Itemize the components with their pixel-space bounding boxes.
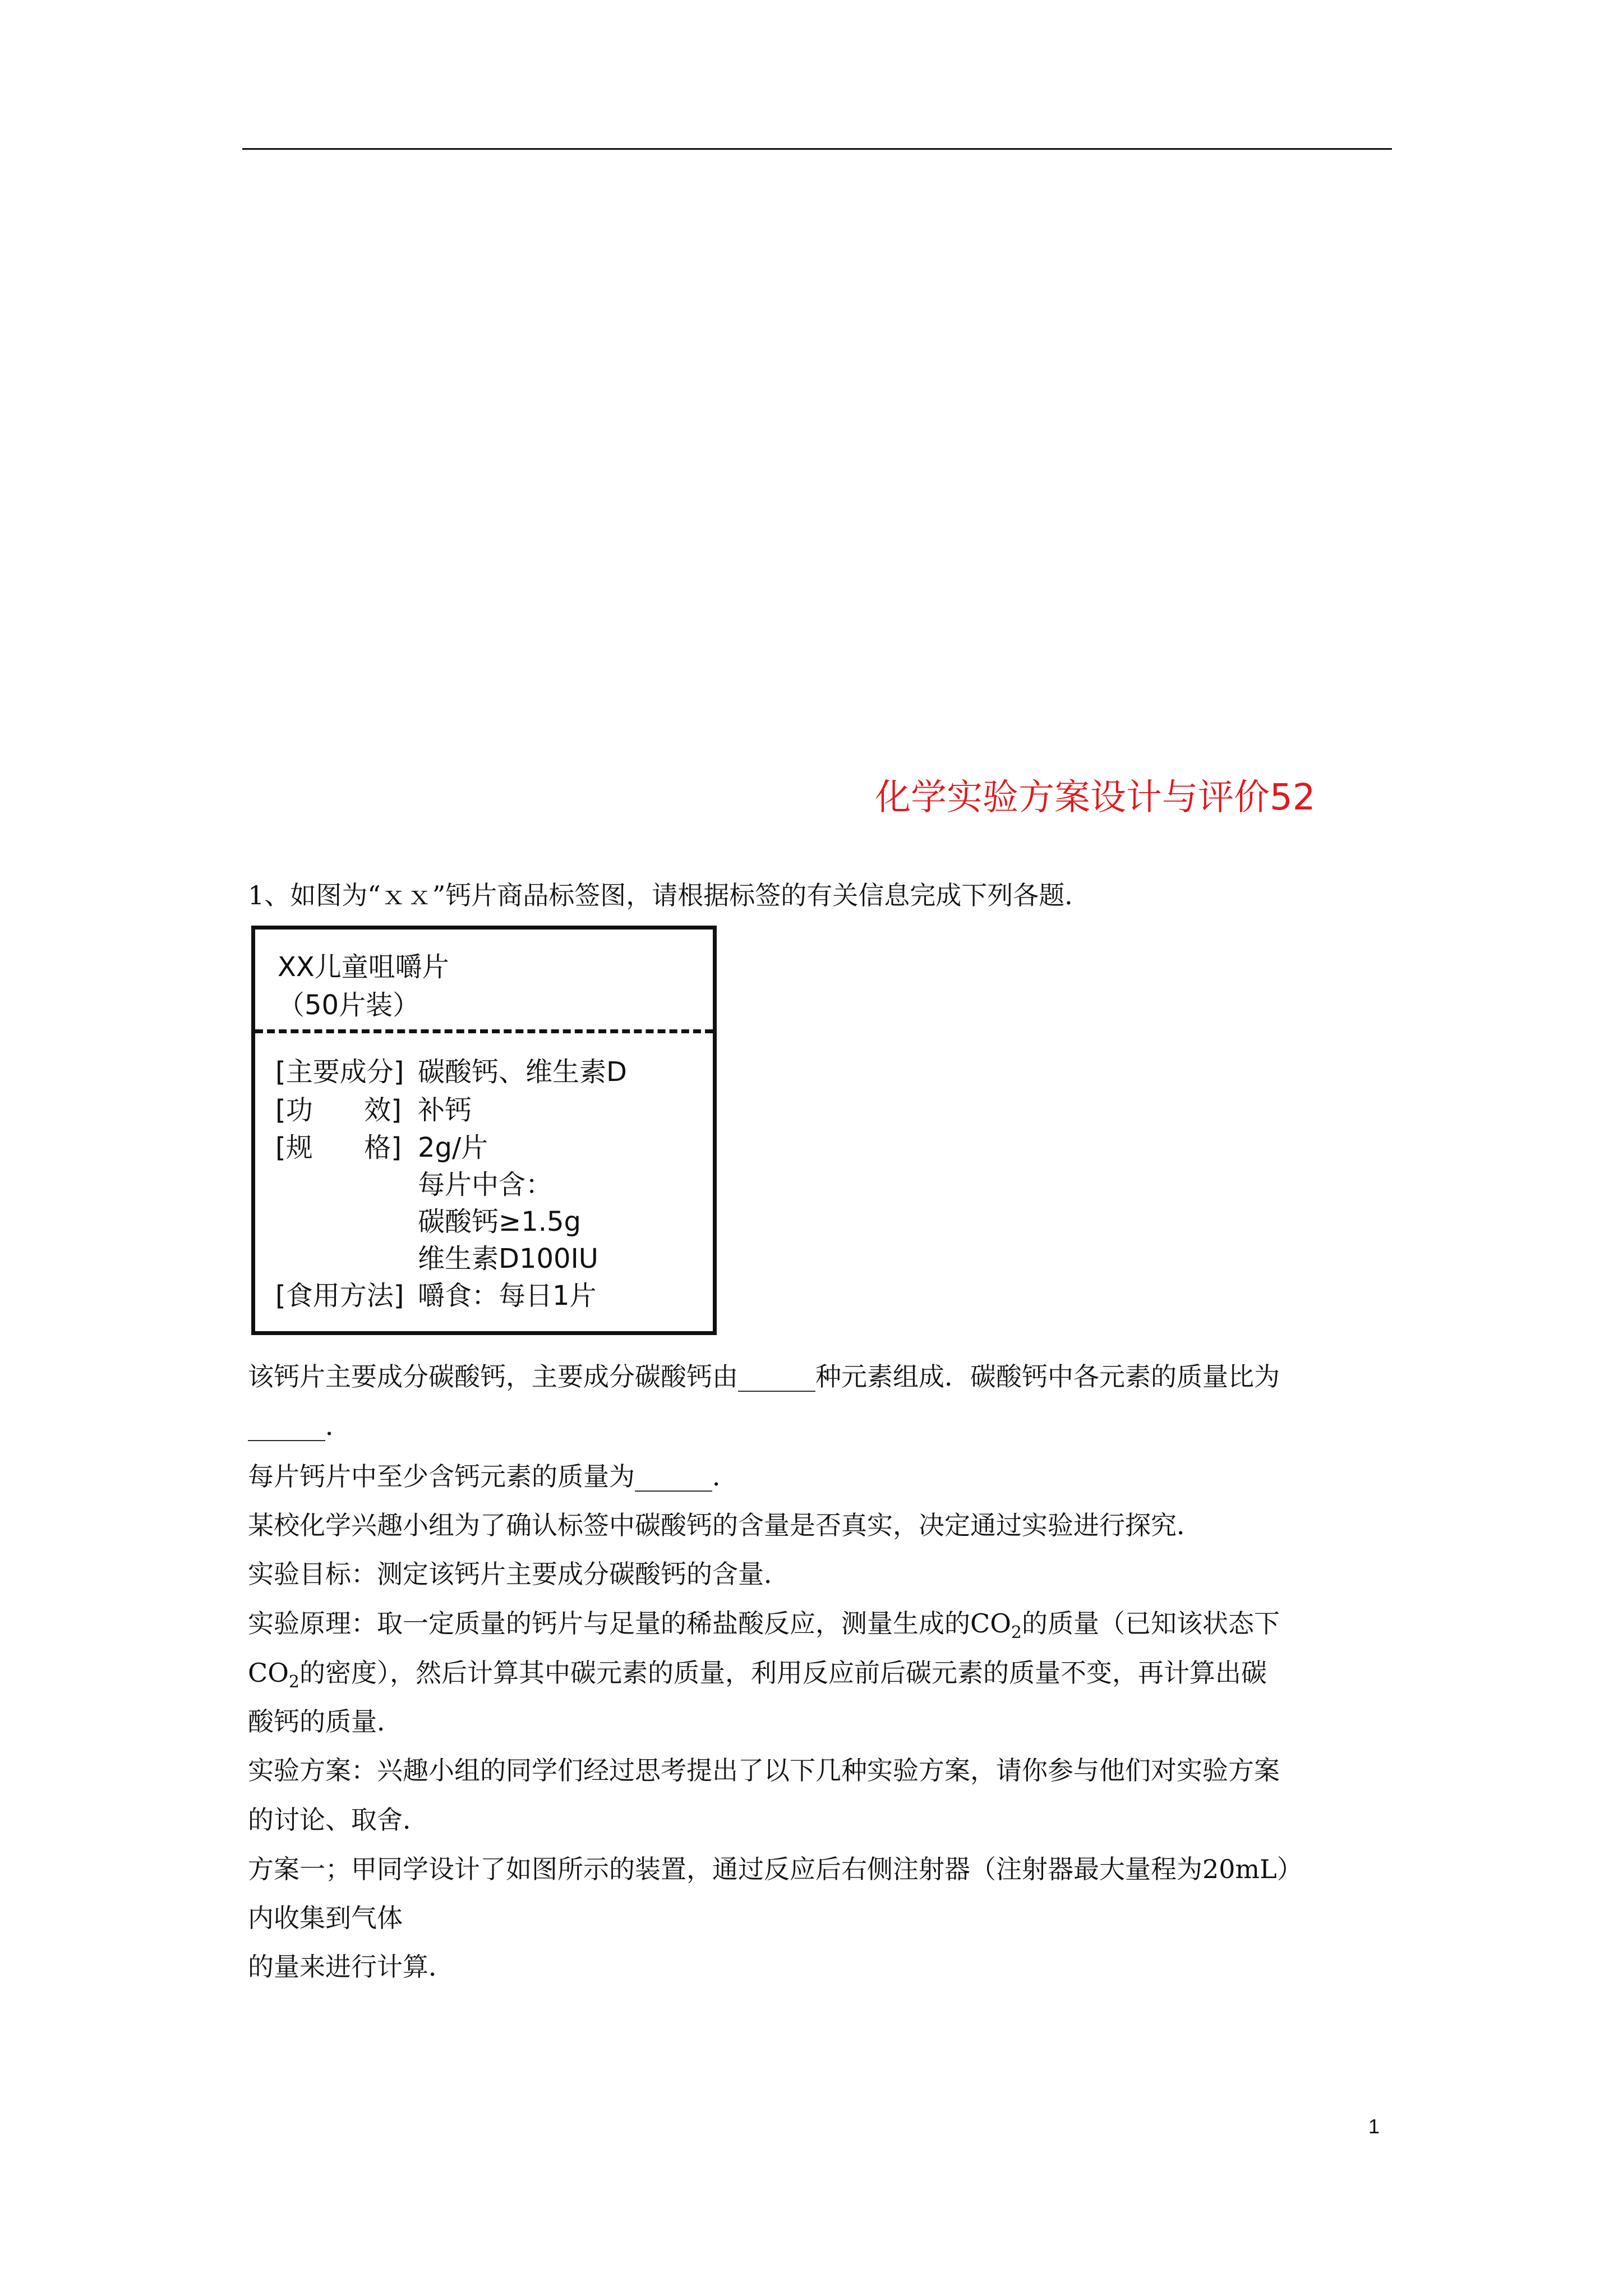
label-per-tablet: 每片中含： — [418, 1169, 553, 1200]
text-line-11: 方案一；甲同学设计了如图所示的装置，通过反应后右侧注射器（注射器最大量程为20mL） — [248, 1854, 1303, 1884]
text-line-13: 的量来进行计算． — [248, 1952, 454, 1982]
text-line-7-subscript: 2 — [288, 1672, 300, 1692]
text-line-7b: 的密度），然后计算其中碳元素的质量，利用反应前后碳元素的质量不变，再计算出碳 — [299, 1658, 1267, 1688]
label-ingredients-value: 碳酸钙、维生素D — [418, 1056, 627, 1088]
text-line-6a: 实验原理：取一定质量的钙片与足量的稀盐酸反应，测量生成的CO — [248, 1608, 1011, 1639]
label-vitd: 维生素D100IU — [418, 1243, 598, 1274]
label-effect-value: 补钙 — [418, 1094, 472, 1126]
text-line-7a: CO — [248, 1658, 289, 1688]
page-number: 1 — [1368, 2115, 1380, 2138]
text-line-12: 内收集到气体 — [248, 1903, 403, 1933]
label-usage-key: [食用方法] — [275, 1280, 404, 1312]
label-product-name: XX儿童咀嚼片 — [278, 951, 449, 983]
question-text: 1、如图为“ｘｘ”钙片商品标签图，请根据标签的有关信息完成下列各题． — [248, 880, 1091, 910]
text-line-8: 酸钙的质量． — [248, 1706, 403, 1737]
text-line-1: 该钙片主要成分碳酸钙，主要成分碳酸钙由______种元素组成．碳酸钙中各元素的质量比为 — [248, 1361, 1280, 1392]
text-line-6 — [248, 1603, 1280, 1642]
label-spec-value: 2g/片 — [418, 1132, 488, 1163]
text-line-4: 某校化学兴趣小组为了确认标签中碳酸钙的含量是否真实，决定通过实验进行探究． — [248, 1510, 1202, 1540]
label-effect-key: [功 效] — [275, 1094, 402, 1126]
label-ingredients-key: [主要成分] — [275, 1056, 404, 1088]
label-usage-value: 嚼食：每日1片 — [418, 1280, 597, 1312]
text-line-6-subscript: 2 — [1011, 1623, 1022, 1643]
label-caco3: 碳酸钙≥1.5g — [418, 1206, 582, 1237]
product-label-box — [251, 926, 717, 1335]
text-line-2: ______． — [248, 1411, 351, 1441]
label-dashed-divider — [255, 1029, 713, 1033]
text-line-9: 实验方案：兴趣小组的同学们经过思考提出了以下几种实验方案，请你参与他们对实验方案 — [248, 1755, 1280, 1786]
text-line-7 — [248, 1653, 1267, 1692]
label-count: （50片装） — [278, 990, 420, 1021]
header-rule — [242, 148, 1392, 150]
text-line-5: 实验目标：测定该钙片主要成分碳酸钙的含量． — [248, 1559, 790, 1589]
page-title: 化学实验方案设计与评价52 — [875, 777, 1316, 818]
text-line-6b: 的质量（已知该状态下 — [1022, 1608, 1280, 1639]
text-line-3: 每片钙片中至少含钙元素的质量为______． — [248, 1461, 738, 1492]
text-line-10: 的讨论、取舍． — [248, 1805, 428, 1835]
label-spec-key: [规 格] — [275, 1132, 402, 1163]
